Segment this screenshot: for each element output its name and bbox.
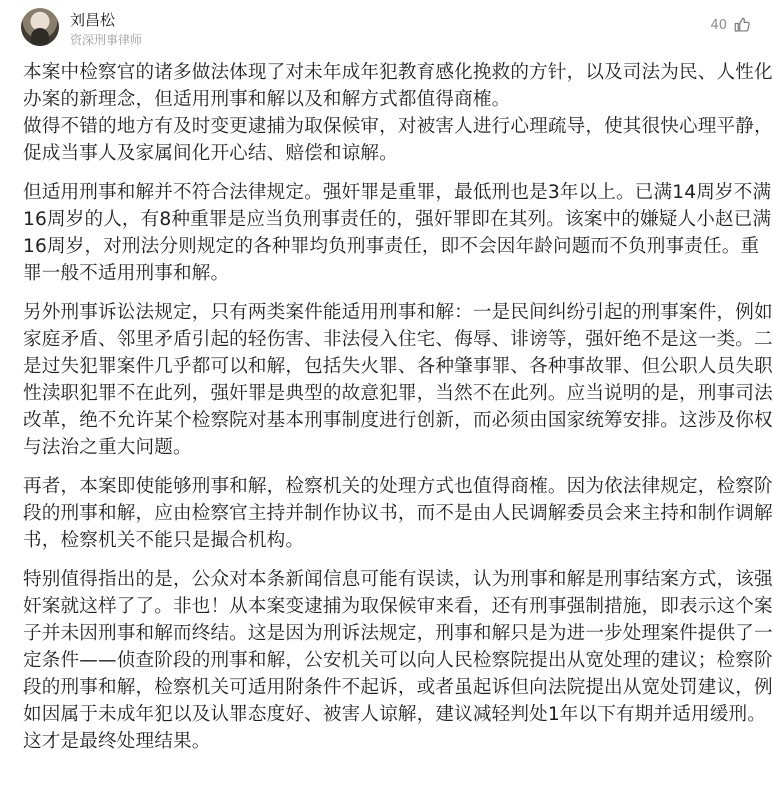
text-line: 罪一般不适用刑事和解。 [23, 263, 230, 284]
answer-paragraph [23, 179, 772, 287]
text-line: 奸案就这样了了。非也！从本案变逮捕为取保候审来看，还有刑事强制措施，即表示这个案 [23, 596, 773, 617]
text-line: 这才是最终处理结果。 [23, 731, 211, 752]
text-line: 如因属于未成年犯以及认罪态度好、被害人谅解，建议减轻判处1年以下有期并适用缓刑。 [23, 704, 766, 725]
text-line: 性渎职犯罪不在此列，强奸罪是典型的故意犯罪，当然不在此列。应当说明的是，刑事司法 [23, 383, 773, 404]
answer-paragraph [23, 59, 773, 167]
like-control[interactable] [710, 16, 751, 34]
thumbs-up-icon[interactable] [733, 16, 751, 34]
answer-paragraph [23, 473, 773, 554]
text-line: 定条件——侦查阶段的刑事和解，公安机关可以向人民检察院提出从宽处理的建议；检察阶 [23, 650, 773, 671]
text-line: 但适用刑事和解并不符合法律规定。强奸罪是重罪，最低刑也是3年以上。已满14周岁不满 [23, 182, 772, 203]
text-line: 与法治之重大问题。 [23, 437, 192, 458]
text-line: 是过失犯罪案件几乎都可以和解，包括失火罪、各种肇事罪、各种事故罪、但公职人员失职 [23, 356, 773, 377]
text-line: 本案中检察官的诸多做法体现了对未年成年犯教育感化挽救的方针，以及司法为民、人性化 [23, 62, 773, 83]
text-line: 子并未因刑事和解而终结。这是因为刑诉法规定，刑事和解只是为进一步处理案件提供了一 [23, 623, 773, 644]
text-line: 书，检察机关不能只是撮合机构。 [23, 530, 305, 551]
text-line: 办案的新理念，但适用刑事和解以及和解方式都值得商榷。 [23, 89, 511, 110]
text-line: 段的刑事和解，应由检察官主持并制作协议书，而不是由人民调解委员会来主持和制作调解 [23, 503, 773, 524]
answer-paragraph [23, 566, 773, 755]
like-count: 40 [710, 17, 727, 33]
text-line: 16周岁，对刑法分则规定的各种罪均负刑事责任，即不会因年龄问题而不负刑事责任。重 [23, 236, 760, 257]
text-line: 改革，绝不允许某个检察院对基本刑事制度进行创新，而必须由国家统筹安排。这涉及你权 [23, 410, 773, 431]
text-line: 再者，本案即使能够刑事和解，检察机关的处理方式也值得商榷。因为依法律规定，检察阶 [23, 476, 773, 497]
answer-header [0, 0, 773, 56]
author-name[interactable]: 刘昌松 [70, 11, 116, 29]
author-title: 资深刑事律师 [70, 33, 143, 47]
text-line: 另外刑事诉讼法规定，只有两类案件能适用刑事和解：一是民间纠纷引起的刑事案件，例如 [23, 302, 773, 323]
answer-paragraph [23, 299, 773, 461]
text-line: 家庭矛盾、邻里矛盾引起的轻伤害、非法侵入住宅、侮辱、诽谤等，强奸绝不是这一类。二 [23, 329, 773, 350]
text-line: 做得不错的地方有及时变更逮捕为取保候审，对被害人进行心理疏导，使其很快心理平静， [23, 116, 773, 137]
answer-body [23, 59, 773, 767]
text-line: 促成当事人及家属间化开心结、赔偿和谅解。 [23, 143, 398, 164]
author-avatar[interactable] [21, 8, 59, 46]
text-line: 特别值得指出的是，公众对本条新闻信息可能有误读，认为刑事和解是刑事结案方式，该强 [23, 569, 773, 590]
text-line: 16周岁的人，有8种重罪是应当负刑事责任的，强奸罪即在其列。该案中的嫌疑人小赵已满 [23, 209, 772, 230]
text-line: 段的刑事和解，检察机关可适用附条件不起诉，或者虽起诉但向法院提出从宽处罚建议，例 [23, 677, 773, 698]
